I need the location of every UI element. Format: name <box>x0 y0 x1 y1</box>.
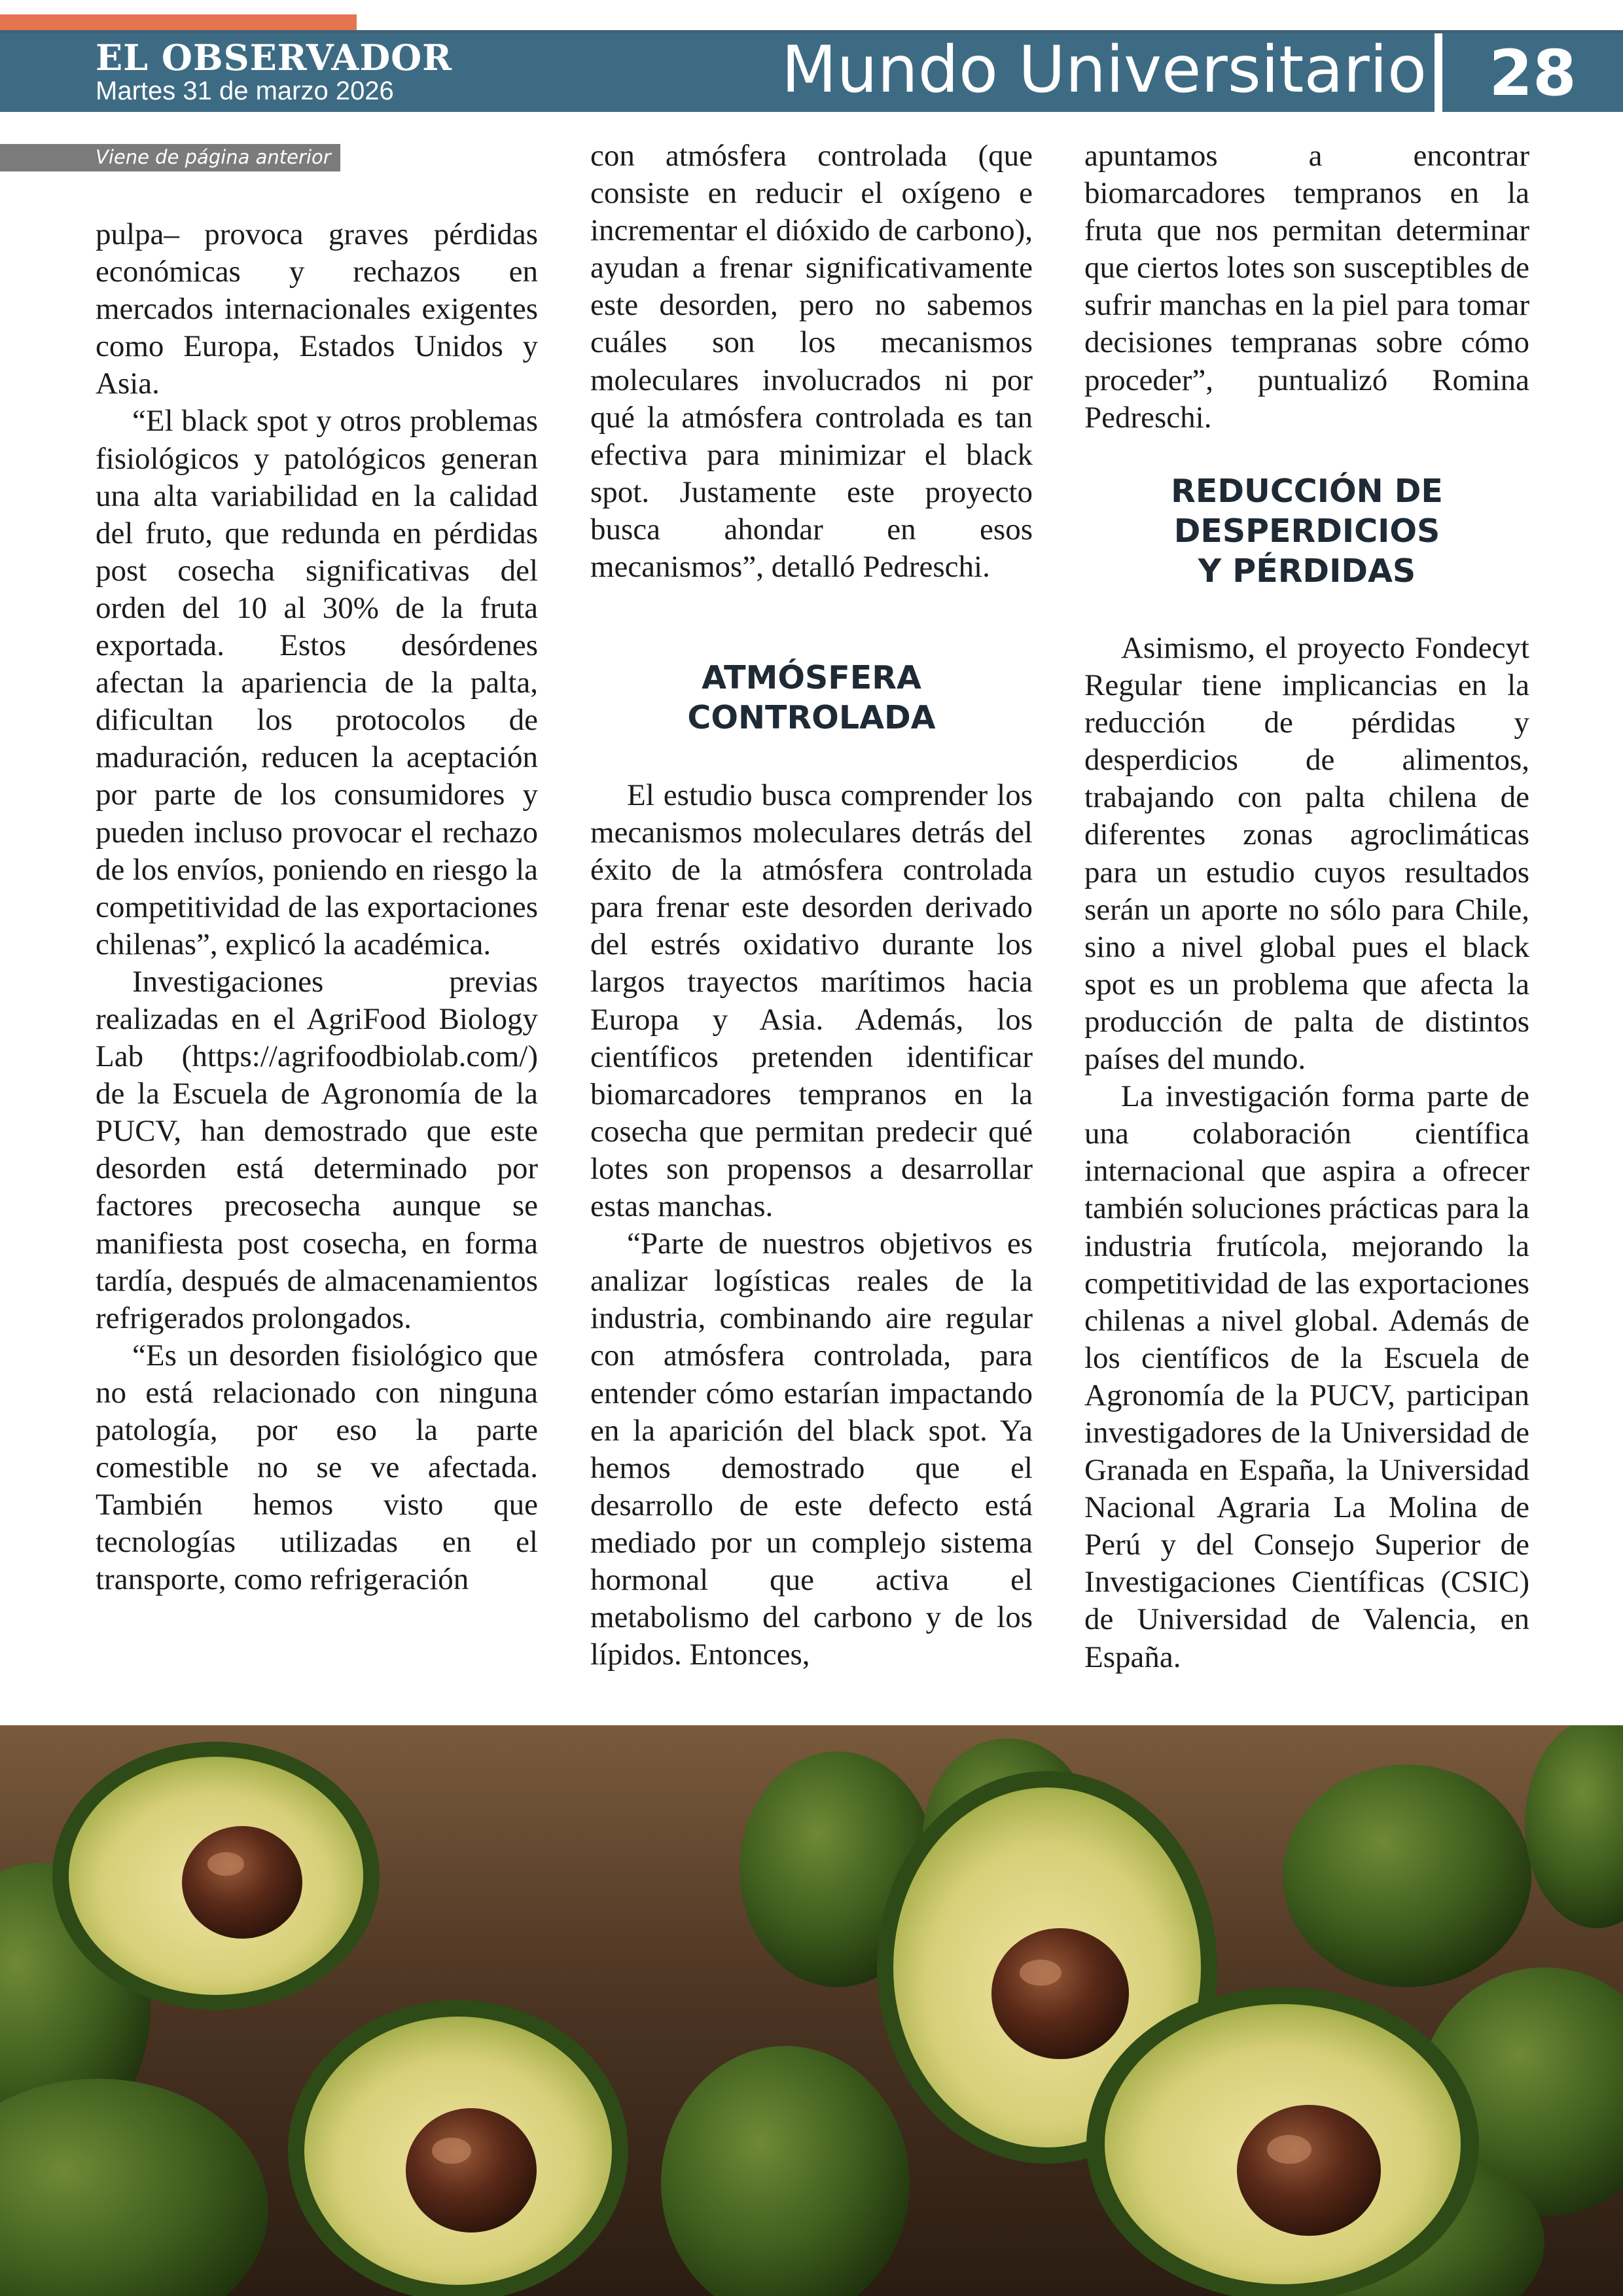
paragraph: “El black spot y otros problemas fisiológicos y patológicos generan una alta variabilidad en la calidad del fruto, que redunda en pérdidas post cosecha significativas del orden del 10 al 30% de la fruta exportada. Estos desórdenes afectan la apariencia de la palta, dificultan los protocolos de maduración, reducen la aceptación por parte de los consumidores y pueden incluso provocar el rechazo de los envíos, poniendo en riesgo la competitividad de las exportaciones chilenas”, explicó la académica. <box>96 404 538 961</box>
avocado-illustration <box>0 1725 1623 2296</box>
newspaper-name: EL OBSERVADOR <box>96 37 453 79</box>
paragraph: Asimismo, el proyecto Fondecyt Regular tiene implicancias en la reducción de pérdidas y desperdicios de alimentos, trabajando con palta chilena de diferentes zonas agroclimáticas para un estudio cuyos resultados serán un aporte no sólo para Chile, sino a nivel global pues el black spot es un problema que afecta la producción de palta de distintos países del mundo. <box>1084 631 1529 1077</box>
subheading-line: Y PÉRDIDAS <box>1198 552 1416 590</box>
header-accent-bar <box>0 14 357 31</box>
whole-avocado <box>1283 1765 1531 1987</box>
paragraph: “Es un desorden fisiológico que no está relacionado con ninguna patología, por eso la parte comestible no se ve afectada. También hemos visto que tecnologías utilizadas en el transporte, como refrigeración <box>96 1338 538 1597</box>
avocado-photo <box>0 1725 1623 2296</box>
article-column-2-top <box>590 137 1033 586</box>
halved-avocado <box>288 2000 628 2296</box>
article-column-2-bottom <box>590 777 1033 1674</box>
paragraph: pulpa– provoca graves pérdidas económicas y rechazos en mercados internacionales exigentes como Europa, Estados Unidos y Asia. <box>96 217 538 401</box>
section-title: Mundo Universitario <box>781 33 1427 107</box>
paragraph: El estudio busca comprender los mecanismos moleculares detrás del éxito de la atmósfera controlada para frenar este desorden derivado del estrés oxidativo durante los largos trayectos marítimos hacia Europa y Asia. Además, los científicos pretenden identificar biomarcadores tempranos en la cosecha que permitan predecir qué lotes son propensos a desarrollar estas manchas. <box>590 778 1033 1224</box>
paragraph: con atmósfera controlada (que consiste en reducir el oxígeno e incrementar el dióxido de carbono), ayudan a frenar significativamente este desorden, pero no sabemos cuáles son los mecanismos moleculares involucrados ni por qué la atmósfera controlada es tan efectiva para minimizar el black spot. Justamente este proyecto busca ahondar en esos mecanismos”, detalló Pedreschi. <box>590 139 1033 584</box>
continued-from-previous-page-tag <box>0 144 340 171</box>
subheading-atmosfera-controlada: ATMÓSFERA CONTROLADA <box>687 659 936 736</box>
subheading-line: DESPERDICIOS <box>1173 512 1440 550</box>
page-number: 28 <box>1489 37 1577 110</box>
paragraph: Investigaciones previas realizadas en el AgriFood Biology Lab (https://agrifoodbiolab.com/) de la Escuela de Agronomía de la PUCV, han demostrado que este desorden está determinado por factores precosecha aunque se manifiesta post cosecha, en forma tardía, después de almacenamientos refrigerados prolongados. <box>96 964 538 1335</box>
article-column-1 <box>96 216 538 1598</box>
halved-avocado <box>52 1742 380 2010</box>
issue-date: Martes 31 de marzo 2026 <box>96 77 394 105</box>
subheading-line: REDUCCIÓN DE <box>1171 473 1443 510</box>
paragraph: La investigación forma parte de una colaboración científica internacional que aspira a ofrecer también soluciones prácticas para la industria frutícola, mejorando la competitividad de las exportaciones chilenas a nivel global. Además de los científicos de la Escuela de Agronomía de la PUCV, participan investigadores de la Universidad de Granada en España, la Universidad Nacional Agraria La Molina de Perú y del Consejo Superior de Investigaciones Científicas (CSIC) de Universidad de Valencia, en España. <box>1084 1079 1529 1674</box>
paragraph: “Parte de nuestros objetivos es analizar logísticas reales de la industria, combinando aire regular con atmósfera controlada, para entender cómo estarían impactando en la aparición del black spot. Ya hemos demostrado que el desarrollo de este defecto está mediado por un complejo sistema hormonal que activa el metabolismo del carbono y de los lípidos. Entonces, <box>590 1227 1033 1672</box>
subheading-reduccion-desperdicios <box>1084 471 1529 591</box>
header-divider <box>1435 33 1442 112</box>
paragraph: apuntamos a encontrar biomarcadores tempranos en la fruta que nos permitan determinar que ciertos lotes son susceptibles de sufrir manchas en la piel para tomar decisiones tempranas sobre cómo proceder”, puntualizó Romina Pedreschi. <box>1084 139 1529 435</box>
halved-avocado <box>1086 1987 1479 2296</box>
article-column-3-top <box>1084 137 1529 437</box>
article-column-3-bottom <box>1084 630 1529 1676</box>
continued-tag-label: Viene de página anterior <box>96 146 331 168</box>
